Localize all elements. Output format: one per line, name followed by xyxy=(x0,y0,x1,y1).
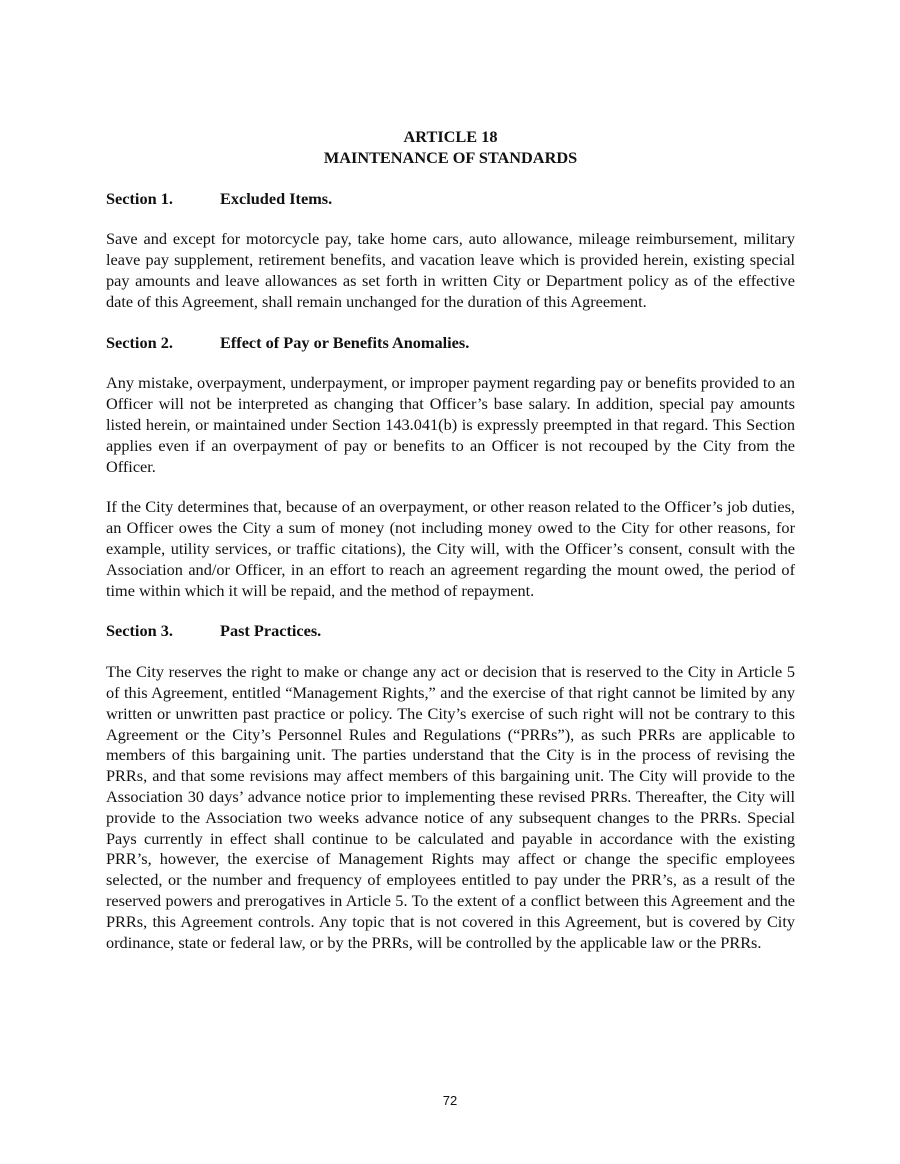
page-number: 72 xyxy=(442,1093,458,1108)
section-title: Past Practices. xyxy=(220,621,322,641)
section-3-paragraph-1: The City reserves the right to make or change any act or decision that is reserved to the City in Article 5 of this Agreement, entitled “Management Rights,” and the exercise of that right cannot be limited by any written or unwritten past practice or policy. The City’s exercise of such right will not be contrary to this Agreement or the City’s Personnel Rules and Regulations (“PRRs”), as such PRRs are applicable to members of this bargaining unit. The parties understand that the City is in the process of revising the PRRs, and that some revisions may affect members of this bargaining unit. The City will provide to the Association 30 days’ advance notice prior to implementing these revised PRRs. Thereafter, the City will provide to the Association two weeks advance notice of any subsequent changes to the PRRs. Special Pays currently in effect shall continue to be calculated and payable in accordance with the existing PRR’s, however, the exercise of Management Rights may affect or change the specific employees selected, or the number and frequency of employees entitled to pay under the PRR’s, as a result of the reserved powers and prerogatives in Article 5. To the extent of a conflict between this Agreement and the PRRs, this Agreement controls. Any topic that is not covered in this Agreement, but is covered by City ordinance, state or federal law, or by the PRRs, will be controlled by the applicable law or the PRRs. xyxy=(106,662,795,952)
article-title: MAINTENANCE OF STANDARDS xyxy=(323,147,578,167)
section-1-heading xyxy=(106,189,795,210)
section-number: Section 1. xyxy=(106,188,173,208)
section-number: Section 3. xyxy=(106,621,173,641)
section-2-paragraph-1: Any mistake, overpayment, underpayment, or improper payment regarding pay or benefits provided to an Officer will not be interpreted as changing that Officer’s base salary. In addition, special pay amounts listed herein, or maintained under Section 143.041(b) is expressly preempted in that regard. This Section applies even if an overpayment of pay or benefits to an Officer is not recouped by the City from the Officer. xyxy=(106,373,795,476)
section-3-heading xyxy=(106,621,795,642)
section-2-heading xyxy=(106,333,795,354)
section-title: Excluded Items. xyxy=(220,188,333,208)
article-number: ARTICLE 18 xyxy=(403,127,498,146)
section-1-paragraph-1: Save and except for motorcycle pay, take home cars, auto allowance, mileage reimbursement, military leave pay supplement, retirement benefits, and vacation leave which is provided herein, existing special pay amounts and leave allowances as set forth in written City or Department policy as of the effective date of this Agreement, shall remain unchanged for the duration of this Agreement. xyxy=(106,229,795,311)
document-page xyxy=(106,127,795,953)
section-title: Effect of Pay or Benefits Anomalies. xyxy=(220,332,470,352)
section-2-paragraph-2: If the City determines that, because of an overpayment, or other reason related to the Officer’s job duties, an Officer owes the City a sum of money (not including money owed to the City for other reasons, for example, utility services, or traffic citations), the City will, with the Officer’s consent, consult with the Association and/or Officer, in an effort to reach an agreement regarding the mount owed, the period of time within which it will be repaid, and the method of repayment. xyxy=(106,497,795,600)
section-number: Section 2. xyxy=(106,332,173,352)
